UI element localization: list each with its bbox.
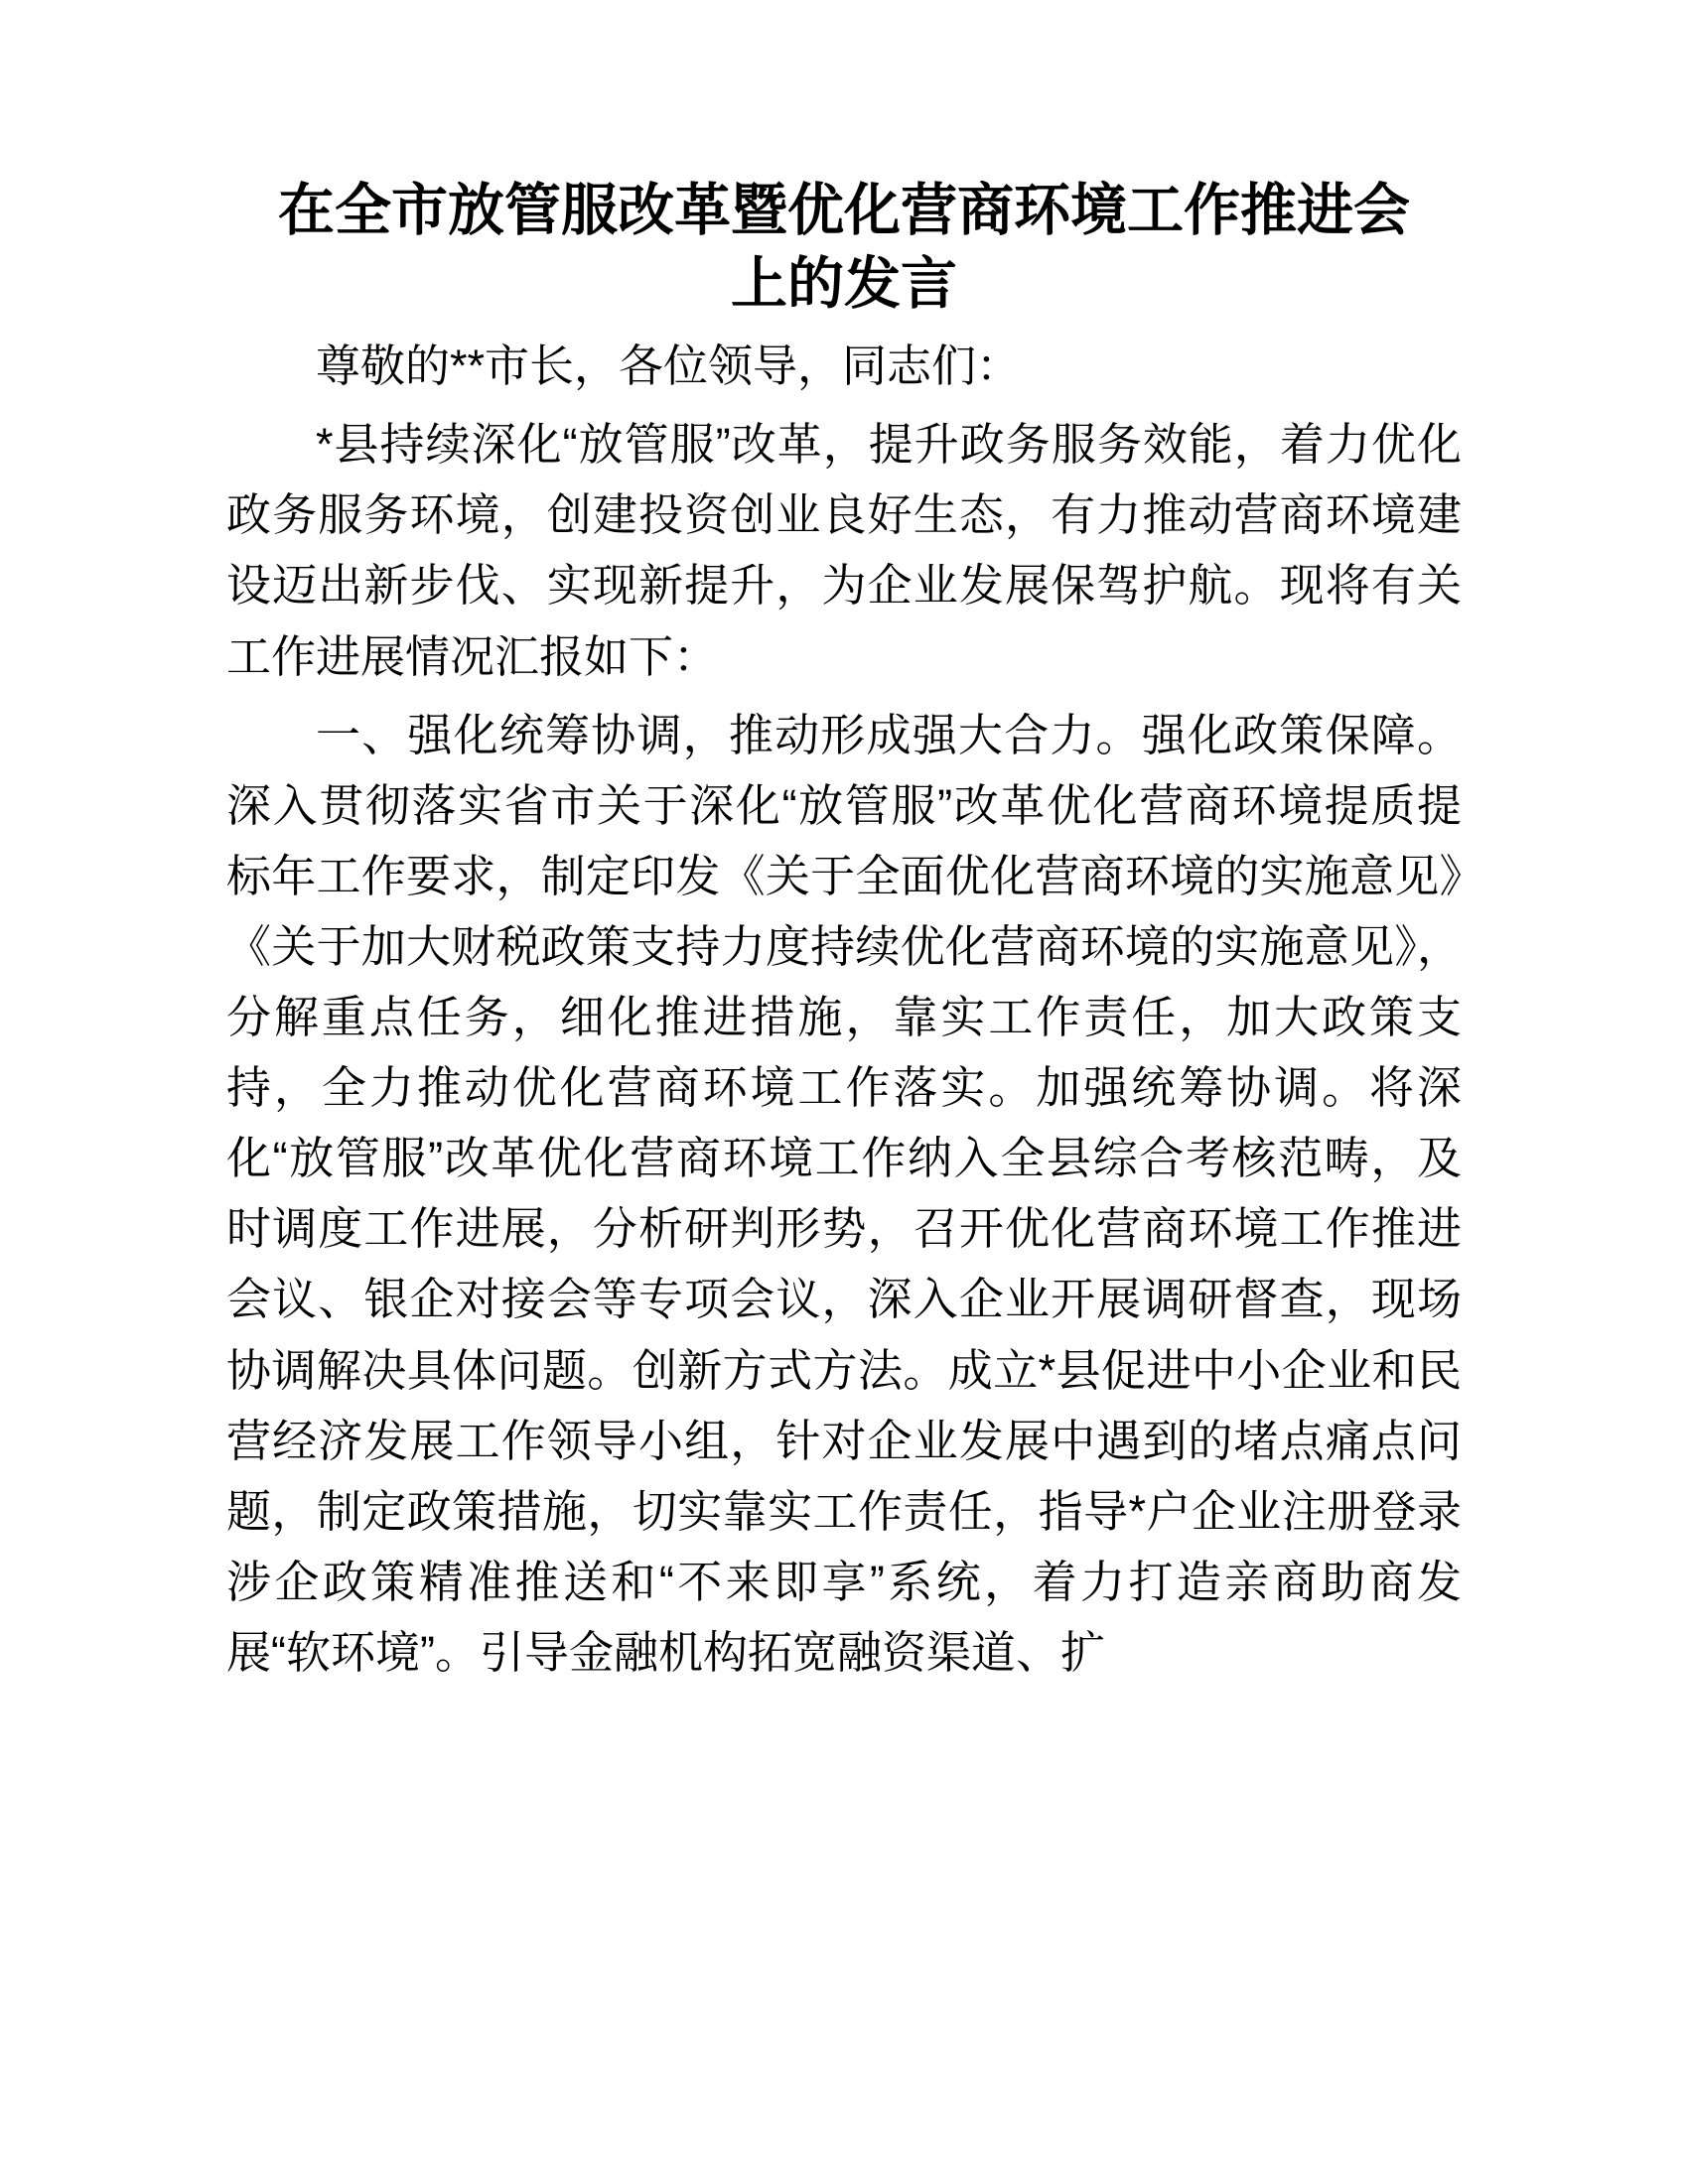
paragraph-intro: *县持续深化“放管服”改革，提升政务服务效能，着力优化政务服务环境，创建投资创业良好生态，有力推动营商环境建设迈出新步伐、实现新提升，为企业发展保驾护航。现将有关工作进展情况汇报如下： — [226, 419, 1462, 682]
title-line-2: 上的发言 — [731, 252, 957, 317]
page-title — [226, 174, 1462, 321]
paragraph-salutation: 尊敬的**市长，各位领导，同志们： — [316, 341, 1022, 392]
title-line-1: 在全市放管服改革暨优化营商环境工作推进会 — [278, 179, 1410, 242]
paragraph-section-one: 一、强化统筹协调，推动形成强大合力。强化政策保障。深入贯彻落实省市关于深化“放管服”改革优化营商环境提质提标年工作要求，制定印发《关于全面优化营商环境的实施意见》《关于加大财税政策支持力度持续优化营商环境的实施意见》，分解重点任务，细化推进措施，靠实工作责任，加大政策支持，全力推动优化营商环境工作落实。加强统筹协调。将深化“放管服”改革优化营商环境工作纳入全县综合考核范畴，及时调度工作进展，分析研判形势，召开优化营商环境工作推进会议、银企对接会等专项会议，深入企业开展调研督查，现场协调解决具体问题。创新方式方法。成立*县促进中小企业和民营经济发展工作领导小组，针对企业发展中遇到的堵点痛点问题，制定政策措施，切实靠实工作责任，指导*户企业注册登录涉企政策精准推送和“不来即享”系统，着力打造亲商助商发展“软环境”。引导金融机构拓宽融资渠道、扩 — [226, 709, 1462, 1678]
